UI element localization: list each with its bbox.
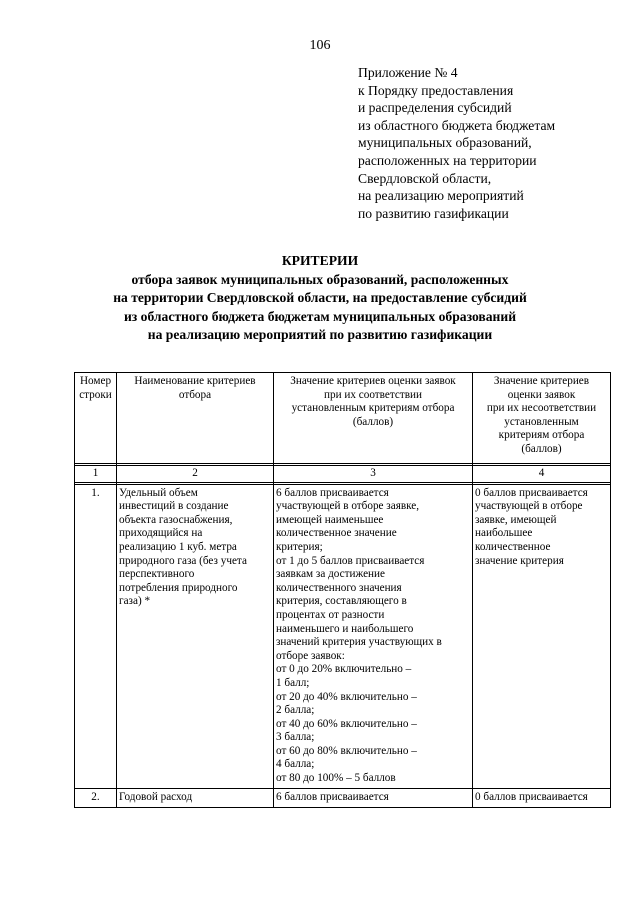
criteria-name-cell: Годовой расход bbox=[117, 788, 274, 807]
not-meets-value-cell: 0 баллов присваивается bbox=[473, 788, 611, 807]
appendix-line: по развитию газификации bbox=[358, 205, 509, 221]
meets-value-cell: 6 баллов присваивается участвующей в отборе заявке, имеющей наименьшее количественное значение критерия; от 1 до 5 баллов присваивается заявкам за достижение количественного значения критерия, составляющего в процентах от разности наименьшего и наибольшего значений критерия участвующих в отборе заявок: от 0 до 20% включительно – 1 балл; от 20 до 40% включительно – 2 балла; от 40 до 60% включительно – 3 балла; от 60 до 80% включительно – 4 балла; от 80 до 100% – 5 баллов bbox=[274, 484, 473, 788]
appendix-line: из областного бюджета бюджетам bbox=[358, 117, 556, 133]
document-title bbox=[60, 252, 580, 345]
column-numbers-row bbox=[75, 466, 611, 483]
column-number: 1 bbox=[75, 466, 117, 483]
title-line: из областного бюджета бюджетам муниципальных образований bbox=[123, 308, 517, 324]
header-row-number: Номер строки bbox=[75, 373, 117, 464]
meets-value-cell: 6 баллов присваивается bbox=[274, 788, 473, 807]
criteria-name-cell: Удельный объем инвестиций в создание объекта газоснабжения, приходящийся на реализацию 1 куб. метра природного газа (без учета перспективного потребления природного газа) * bbox=[117, 484, 274, 788]
row-number: 2. bbox=[75, 788, 117, 807]
table-row bbox=[75, 484, 611, 788]
appendix-note bbox=[358, 64, 555, 222]
not-meets-value-cell: 0 баллов присваивается участвующей в отборе заявке, имеющей наибольшее количественное значение критерия bbox=[473, 484, 611, 788]
page-number: 106 bbox=[309, 38, 331, 53]
row-number: 1. bbox=[75, 484, 117, 788]
appendix-line: и распределения субсидий bbox=[358, 100, 512, 116]
appendix-line: на реализацию мероприятий bbox=[358, 188, 524, 204]
appendix-line: муниципальных образований, bbox=[358, 135, 532, 151]
criteria-table bbox=[74, 372, 611, 808]
title-line: отбора заявок муниципальных образований, расположенных bbox=[131, 271, 509, 287]
appendix-line: расположенных на территории bbox=[358, 152, 537, 168]
column-number: 3 bbox=[274, 466, 473, 483]
table-header-row bbox=[75, 373, 611, 464]
appendix-line: Приложение № 4 bbox=[358, 65, 458, 80]
header-criteria-name: Наименование критериев отбора bbox=[117, 373, 274, 464]
title-line: на реализацию мероприятий по развитию газификации bbox=[147, 327, 493, 342]
column-number: 4 bbox=[473, 466, 611, 483]
header-meets-value: Значение критериев оценки заявок при их соответствии установленным критериям отбора (баллов) bbox=[274, 373, 473, 464]
appendix-line: Свердловской области, bbox=[358, 170, 492, 186]
header-not-meets-value: Значение критериев оценки заявок при их несоответствии установленным критериям отбора (баллов) bbox=[473, 373, 611, 464]
column-number: 2 bbox=[117, 466, 274, 483]
appendix-line: к Порядку предоставления bbox=[358, 82, 514, 98]
title-heading: КРИТЕРИИ bbox=[281, 253, 359, 268]
title-line: на территории Свердловской области, на предоставление субсидий bbox=[113, 290, 527, 305]
table-row bbox=[75, 788, 611, 807]
